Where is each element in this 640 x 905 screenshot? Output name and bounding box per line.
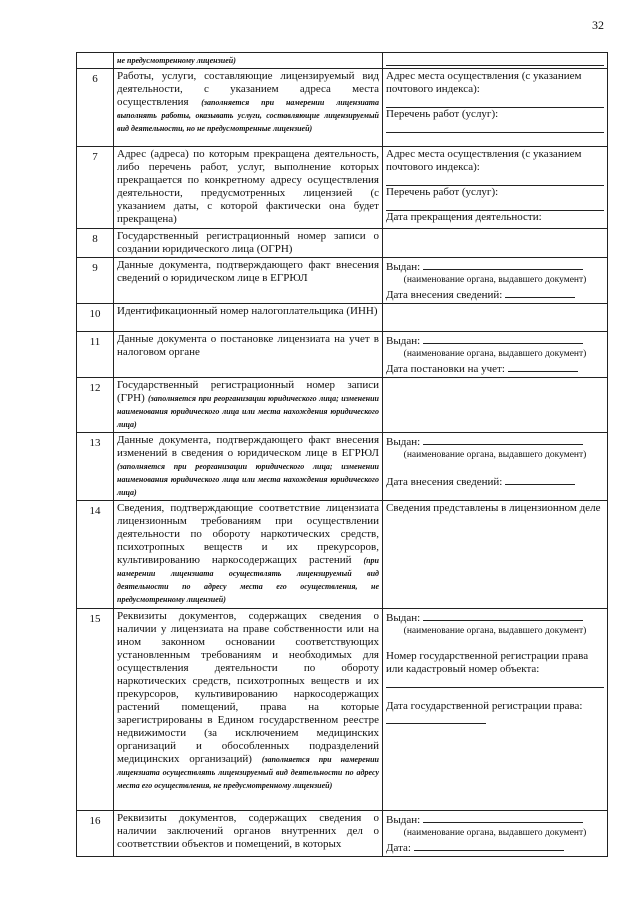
issued-by-label: Выдан:: [386, 814, 421, 826]
row-description: Государственный регистрационный номер записи о создании юридического лица (ОГРН): [114, 229, 383, 258]
address-input-line[interactable]: [386, 96, 604, 108]
issued-by-label: Выдан:: [386, 436, 421, 448]
row-number: 8: [77, 229, 114, 258]
registration-date-label: Дата постановки на учет:: [386, 363, 505, 375]
issuer-caption: (наименование органа, выдавшего документ): [403, 450, 587, 460]
table-row: [77, 378, 608, 433]
issued-by-label: Выдан:: [386, 612, 421, 624]
row-number: 9: [77, 258, 114, 304]
issued-by-input-line[interactable]: [423, 434, 583, 445]
issuer-caption: (наименование органа, выдавшего документ): [403, 626, 587, 636]
row-number: 11: [77, 332, 114, 378]
issuer-caption: (наименование органа, выдавшего документ): [403, 275, 587, 285]
issued-by-input-line[interactable]: [423, 812, 583, 823]
issuer-caption: (наименование органа, выдавшего документ): [403, 349, 587, 359]
table-row: [77, 147, 608, 229]
works-input-line[interactable]: [386, 121, 604, 133]
grn-value-cell[interactable]: [383, 378, 608, 433]
registration-number-input-line[interactable]: [386, 676, 604, 688]
row-description: Сведения, подтверждающие соответствие лицензиата лицензионным требованиям при осуществлении деятельности по обороту наркотических средств, психотропных веществ и их прекурсоров, культивированию наркосодержащих растений: [117, 502, 379, 566]
license-form-table: [76, 52, 608, 857]
row-description: Данные документа, подтверждающего факт внесения изменений в сведения о юридическом лице в ЕГРЮЛ: [117, 434, 379, 459]
row-number: 16: [77, 811, 114, 857]
row-description: Данные документа о постановке лицензиата на учет в налоговом органе: [114, 332, 383, 378]
row-note: (заполняется при реорганизации юридического лица; изменении наименования юридического лица или места нахождения юридического лица): [117, 462, 379, 497]
row-description: Реквизиты документов, содержащих сведения о наличии заключений органов внутренних дел о соответствии объектов и помещений, в которых: [114, 811, 383, 857]
table-row: [77, 229, 608, 258]
table-row: [77, 69, 608, 147]
works-label: Перечень работ (услуг):: [386, 108, 499, 120]
issuer-caption: (наименование органа, выдавшего документ): [403, 828, 587, 838]
inn-value-cell[interactable]: [383, 304, 608, 332]
row-number: 13: [77, 433, 114, 501]
table-row: [77, 304, 608, 332]
row-note: (заполняется при реорганизации юридического лица; изменении наименования юридического лица или места нахождения юридического лица): [117, 394, 379, 429]
issued-by-label: Выдан:: [386, 261, 421, 273]
issued-by-input-line[interactable]: [423, 259, 583, 270]
issued-by-input-line[interactable]: [423, 610, 583, 621]
input-line[interactable]: [386, 54, 604, 66]
issued-by-input-line[interactable]: [423, 333, 583, 344]
ogrn-value-cell[interactable]: [383, 229, 608, 258]
entry-date-label: Дата внесения сведений:: [386, 289, 503, 301]
row-note: (при намерении лицензиата осуществлять лицензируемый вид деятельности по адресу места его осуществления, не предусмотренному лицензией): [117, 556, 379, 604]
row-number: [77, 53, 114, 69]
registration-date-input-line[interactable]: [386, 713, 486, 724]
row-note: не предусмотренному лицензией): [117, 56, 236, 65]
address-input-line[interactable]: [386, 174, 604, 186]
address-label: Адрес места осуществления (с указанием почтового индекса):: [386, 70, 582, 95]
entry-date-input-line[interactable]: [505, 287, 575, 298]
licensing-file-note: Сведения представлены в лицензионном деле: [383, 501, 608, 609]
works-label: Перечень работ (услуг):: [386, 186, 499, 198]
row-number: 14: [77, 501, 114, 609]
issued-by-label: Выдан:: [386, 335, 421, 347]
termination-date-label: Дата прекращения деятельности:: [386, 211, 542, 223]
table-row: [77, 811, 608, 857]
page-number: 32: [592, 18, 604, 32]
row-description: Работы, услуги, составляющие лицензируемый вид деятельности, с указанием адреса места осуществления: [117, 70, 379, 108]
row-description: Идентификационный номер налогоплательщика (ИНН): [114, 304, 383, 332]
date-input-line[interactable]: [414, 840, 564, 851]
row-number: 15: [77, 609, 114, 811]
table-row: [77, 258, 608, 304]
registration-number-label: Номер государственной регистрации права или кадастровый номер объекта:: [386, 650, 589, 675]
row-description: Адрес (адреса) по которым прекращена деятельность, либо перечень работ, услуг, выполнение которых прекращается по конкретному адресу осуществления деятельности, предусмотренных лицензией (с указанием даты, с которой фактически она будет прекращена): [114, 147, 383, 229]
row-description: Данные документа, подтверждающего факт внесения сведений о юридическом лице в ЕГРЮЛ: [114, 258, 383, 304]
row-number: 7: [77, 147, 114, 229]
date-label: Дата:: [386, 842, 411, 854]
row-description: Государственный регистрационный номер записи (ГРН): [117, 379, 379, 404]
table-row: [77, 501, 608, 609]
row-number: 12: [77, 378, 114, 433]
row-number: 10: [77, 304, 114, 332]
table-row: [77, 433, 608, 501]
address-label: Адрес места осуществления (с указанием почтового индекса):: [386, 148, 582, 173]
table-row: [77, 53, 608, 69]
row-note: (заполняется при намерении лицензиата выполнять работы, оказывать услуги, составляющие лицензируемый вид деятельности, но не предусмотренные лицензией): [117, 98, 379, 133]
entry-date-input-line[interactable]: [505, 474, 575, 485]
row-note: (заполняется при намерении лицензиата осуществлять лицензируемый вид деятельности по адресу места его осуществления, не предусмотренному лицензией): [117, 755, 379, 790]
registration-date-input-line[interactable]: [508, 361, 578, 372]
row-description: Реквизиты документов, содержащих сведения о наличии у лицензиата на праве собственности или на ином законном основании соответствующих установленным требованиям и необходимых для осуществления деятельности по обороту наркотических средств, психотропных веществ и их прекурсоров, культивированию наркосодержащих растений помещений, права на которые зарегистрированы в Едином государственном реестре недвижимости (за исключением медицинских организаций и обособленных подразделений медицинских организаций): [117, 610, 379, 765]
entry-date-label: Дата внесения сведений:: [386, 476, 503, 488]
row-number: 6: [77, 69, 114, 147]
registration-date-label: Дата государственной регистрации права:: [386, 700, 583, 712]
table-row: [77, 609, 608, 811]
table-row: [77, 332, 608, 378]
works-input-line[interactable]: [386, 199, 604, 211]
